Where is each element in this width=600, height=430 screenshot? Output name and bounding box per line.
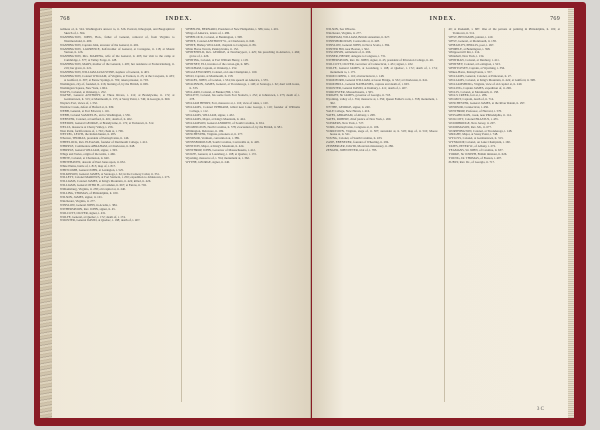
index-entry: WEBSTER, Colonel, at Guilford, ii. 401; death of, ii. 402. [60,116,133,121]
index-entry: WINCHESTER, Virginia, prisoners at, ii. 277. [185,132,244,137]
index-entry: Whigs and Tories, origin of the terms, i. 466. [60,152,116,156]
index-entry: WYTHE, GEORGE, signer, ii. 240. [326,105,371,110]
right-column-1 [326,28,438,402]
index-entry: YOUNG, Colonel, of South Carolina, ii. 433. [326,136,383,141]
index-entry: WETZEL, LEWIS, the Indian hunter, ii. 283. [60,132,117,137]
index-entry: WISSAHICKON, creek, near Philadelphia, ii. 114. [448,112,512,117]
index-entry: WASHINGTON, Mrs. MARTHA, wife of the General, ii. 403; her visit to the camp at Cambridge, i. 577; at Valley Forge, ii. 128. [60,54,175,63]
index-entry: WILLIAMS, Colonel, at King's Mountain, ii. 424; at Guilford, ii. 398. [448,77,536,82]
index-entry: WOLFE, General, at Louisburg, i. 168; at Quebec, i. 172. [185,152,257,156]
index-entry: WICKHAM, Captain, at Oriskany, i. 252. [185,66,238,71]
index-entry: ZENGER, JOHN PETER, trial of, i. 785. [326,148,378,153]
index-entry: YORK, Pennsylvania, Congress at, ii. 106. [326,124,380,129]
index-entry: WHITE, Colonel ANTHONY W., at Charleston, ii. 640. [185,38,255,43]
index-entry: YONKERS, New York, i. 727. [326,120,365,125]
index-entry: WRIGHT, Major, at Stony Point, i. 748. [448,132,499,137]
index-entry: WILLIAMS, Colonel JAMES, at King's Mountain, ii. 424; killed, ii. 426. [60,179,152,184]
index-entry: WHITING, Colonel, at Fort William Henry, i. 118. [185,58,249,63]
index-entry: WOLCOTT, Colonel ERASTUS, i. 435. [448,116,499,121]
index-entry: WINSLOW, General JOHN, in Nova Scotia, i. 384. [326,42,390,47]
left-page [40,8,311,418]
index-entry: WEST, General, at Monmouth, ii. 158. [448,38,497,43]
index-entry: WASHINGTON, MARY, mother of the General, i. 405; her residence at Fredericksburg, ii. 219; her grave, ii. 221. [60,62,175,71]
index-entry: WRIGHT, Sir JAMES, governor of Georgia, ii. 718. [326,93,391,98]
index-entry: WATTS, Colonel, at Oriskany, i. 252. [60,89,107,94]
index-entry: WOLFE, General, at Quebec, i. 172; death of, i. 174. [60,214,126,219]
index-entry: WILKINSON, JAMES, General, at Ticonderoga, i. 148; at Saratoga, i. 62; duel with Gates, ii. 333. [185,81,300,90]
index-entry: WINNSBOROUGH, South Carolina, Cornwallis at, ii. 428. [185,140,260,145]
index-entry: WITHERSPOON, Rev. Dr. JOHN, signer, ii. 45; president of Princeton College, ii. 46. [326,58,434,63]
index-entry: WHITMAN, Colonel, at Danbury, i. 411. [448,58,500,63]
index-entry: WILKINSON, General JAMES, at Saratoga, i. 62; in the Conway Cabal, ii. 331. [60,171,160,176]
index-entry: WAYNE, General ANTHONY, at Three Rivers, i. 212; at Brandywine, ii. 172; at Germantown, ii. 313; at Monmouth, ii. 155; at Stony Point, i. 746; in Georgia, ii. 660. [60,93,175,102]
left-page-number: 768 [60,16,70,22]
index-entry: WHITNEY, ELI, inventor of the cotton-gin, ii. 685. [185,62,250,67]
index-entry: WINTER Hill, near Boston, i. 562. [326,46,370,51]
index-entry: WILLIAMSON, General ANDREW, of South Carolina, ii. 654. [185,120,265,125]
index-entry: WINSTON, Major, at King's Mountain, ii. 424. [185,144,245,149]
index-entry: WILSON, JAMES, signer, ii. 101. [60,194,103,199]
index-entry: WASHINGTON, JOHN, Hon., father of General, removal of, from Virginia to Westmoreland, ii. 400. [60,34,175,43]
index-entry: WASHINGTON, LAWRENCE, half-brother of General, at Cartagena, ii. 118; at Mount Vernon, ii. 126. [60,46,175,55]
index-entry: WYLLYS, Colonel, at Germantown, ii. 313. [448,136,504,141]
index-entry: YOUNG, Dr. THOMAS, of Boston, i. 497. [448,155,502,160]
index-entry: WISCONSIN, settlement of, ii. 296. [326,50,372,55]
signature-mark: 3 C [536,407,544,412]
index-entry: WILLIAMS, WILLIAM, signer, i. 432. [185,112,235,117]
right-running-title: INDEX. [429,16,457,22]
index-entry: WINNSBOROUGH, Cornwallis at, ii. 428. [326,38,380,43]
index-entry: WOODHULL, General NATHANIEL, capture and death of, i. 603. [326,81,410,86]
index-entry: WHITEFIELD, Rev. GEORGE, at Newburyport, i. 425; his preaching in America, i. 466; grave of, i. 426. [185,50,300,59]
index-entry: WOLFE, General JAMES, at Louisburg, i. 168; at Quebec, i. 172; death of, i. 174; monument to, i. 175. [326,66,438,74]
index-entry: Whigs of America, letters of, i. 486. [185,30,231,35]
index-entry: WILKES, JOHN, of London, i. 534; his speech on America, i. 535. [185,77,269,82]
right-page [312,8,574,418]
index-entry: Winchester, Virginia, ii. 277. [326,30,362,35]
index-entry: White Plains, battle of, i. 815; map of, i. 817. [60,163,116,168]
left-column-2 [181,28,301,402]
index-entry: WASHINGTON, WILLIAM AUGUSTINE, nephew of General, ii. 403. [60,69,150,74]
index-entry: WYNKOOP, Colonel, on Lake Champlain, i. 160. [448,140,511,145]
index-entry: WILMOT, Captain, death of, ii. 714. [448,97,494,102]
index-entry: WINTHROP, Professor, of Harvard, i. 570. [448,109,502,114]
index-entry: West Point, fortifications of, i. 702; chain at, i. 706. [60,128,124,133]
index-entry: Wyoming, valley of, i. 354; massacre at, i. 356; Queen Esther's rock, i. 358; monument, i. 362. [326,97,438,106]
index-entry: WILLING, THOMAS, of Philadelphia, ii. 100. [60,191,119,196]
index-entry: Wayne's Fort, views of, i. 332. [60,101,98,106]
index-entry: WILLIAMS, General, Colonel, at Princeton, ii. 27. [448,73,512,78]
index-entry: YATES, ABRAHAM, of Albany, i. 268. [326,112,376,117]
index-entry: WHITTLESEY, Captain, at Wyoming, i. 356. [448,66,505,71]
index-entry: 40; at Peekskill, i. 687. One of the patrons of painting in Philadelphia, ii. 102; at Yorktown, ii. 512. [448,28,560,35]
index-entry: WHEELOCK, Rev. ELEAZAR, founder of Dartmouth College, i. 412. [60,140,148,145]
index-entry: WIGGLESWORTH, Colonel, on Lake Champlain, i. 160. [185,69,258,74]
index-entry: WHITE, Bishop WILLIAM, chaplain to Congress, ii. 86. [185,42,257,47]
index-entry: WHEATLEY, PHILLIS, poet, i. 497. [448,42,495,47]
index-entry: Waxhaw Creek, defeat of Buford at, ii. 639. [60,105,115,110]
index-entry: WINCHESTER, General JAMES, at the River Raisin, ii. 297. [448,101,526,106]
index-entry: WOOD CREEK, i. 116; obstructions in, i. 148. [326,73,385,78]
left-column-1 [60,28,175,402]
index-entry: WILLARD, Colonel, at Bunker Hill, i. 541. [185,89,240,94]
index-entry: WHITE, Colonel, at Charleston, ii. 640. [60,155,110,160]
index-entry: WILLIAMSBURG, Virginia, view of old capitol at, ii. 240. [448,81,523,86]
index-entry: WORCESTER, Massachusetts, i. 505. [326,89,374,94]
index-entry: ZEISBERGER, DAVID, Moravian missionary, ii. 286. [326,144,394,149]
index-entry: WILLIS, Colonel, at Monmouth, ii. 158. [448,89,499,94]
index-entry: YORKE, Sir JOSEPH, British minister, ii. 626. [448,152,508,156]
index-entry: Winchester, Virginia, ii. 277. [60,198,96,203]
index-entry: Wyoming, massacre of, i. 354; monument at, i. 362. [185,155,250,160]
index-entry: WILLS CREEK, fort at, i. 286. [448,93,488,98]
index-entry: WINDHAM, WILLIAM, British statesman, ii. 627. [326,34,391,39]
index-entry: ZANE, EBENEZER, founder of Wheeling, ii. 284. [326,140,390,145]
index-entry: WHITNEY, Colonel, at Lexington, i. 523. [448,62,501,67]
index-entry: WHIPPLE, at Bennington, i. 398. [448,46,491,51]
index-entry: WHEELOCK, Colonel, at Bennington, i. 398. [185,34,243,39]
index-entry: rediness of, ii. 524. Washington's answer to, ii. 526. Portrait, lithograph, and Biographical Sketch of, i. 364. [60,28,175,35]
index-entry: WILLETT, Colonel, his sortie from Fort Stanwix, i. 252; at Johnstown, i. 273; death of, i. 278. [185,93,300,102]
index-entry: WHIPPLE, Commodore ABRAHAM, at Charleston, ii. 648. [60,144,136,149]
index-entry: YEAMANS, Sir JOHN, of Carolina, ii. 637. [448,148,504,153]
index-entry: Whitehall, New York, i. 134. [448,54,485,59]
index-entry: WINSLOW, General JOHN, in Acadia, i. 384. [60,202,118,207]
index-entry: WILLIAM HENRY, Fort, massacre at, i. 116; view of ruins, i. 120. [185,101,269,106]
right-page-number: 769 [550,16,560,22]
index-entry: WILLIAMS, Major, at King's Mountain, ii. 424. [185,116,246,121]
index-entry: WILLETT, Colonel MARINUS, at Fort Stanwix, i. 250; expedition to Johnstown, i. 273. [60,175,171,180]
index-entry: WOODFORD, General WILLIAM, at Great Bridge, ii. 532; at Charleston, ii. 641. [326,77,429,82]
marbled-page-edge [40,8,52,418]
index-entry: WHIPPLE, General WILLIAM, signer, i. 393. [60,148,118,153]
right-page-columns [326,28,560,402]
index-entry: WILSON, See Wilsons. [326,28,356,31]
index-entry: YORKTOWN, Virginia, siege of, ii. 507; surrender at, ii. 518; map of, ii. 510; Moore house at, ii. 521. [326,128,438,137]
index-entry: WISNER, HENRY, delegate to Congress, i. 731. [326,54,387,59]
index-entry: YATES, PETER W., of Albany, i. 272. [448,144,496,149]
index-entry: WASHINGTON, Colonel WILLIAM, of Virginia, at Trenton, ii. 25; at the Cowpens, ii. 433; at Guilford, ii. 397; at Eutaw Springs, ii. 702; taken prisoner, ii. 703. [60,73,175,82]
index-entry: Whippoorwill Inn, i. 214. [448,50,481,55]
index-entry: WOODMASON, Rev. Mr., ii. 677. [448,124,492,129]
index-entry: WOODBRIDGE, New Jersey, ii. 207. [448,120,496,125]
index-entry: WOOSTER, General DAVID, at Danbury, i. 411; death of, i. 407. [326,85,408,90]
index-entry: WEEDON, General GEORGE, at Brandywine, ii. 172; at Yorktown, ii. 512. [60,120,155,125]
index-entry: WELLS, massacre at Cherry Valley, i. 256. [60,124,114,129]
index-entry: WILD, Captain, at Monmouth, ii. 158. [185,73,234,78]
index-entry: ZUBLY, Rev. Dr., of Georgia, ii. 717. [448,159,495,164]
index-entry: Washington Square, New York, i. 604. [60,85,108,90]
index-entry: White Horse Tavern, Pennsylvania, ii. 152. [185,46,239,51]
index-entry: WINDSOR, Vermont, convention at, i. 389. [185,136,240,141]
index-entry: Wharton, THOMAS, president of Pennsylvania, ii. 146. [60,136,130,141]
index-entry: YATES, ROBERT, chief justice of New York, i. 269. [326,116,392,121]
left-page-columns [60,28,300,402]
index-entry: WILLIAMS, General OTHO H., at Camden, ii. 667; at Eutaw, ii. 702. [60,183,147,188]
index-entry: WOOSTER, General DAVID, at Quebec, i. 198; death of, i. 407. [60,218,141,223]
index-entry: WILMINGTON, North Carolina, ii. 578; evacuation of, by the British, ii. 581. [185,124,283,129]
index-entry: WILLIAMS, Colonel EPHRAIM, killed near Lake George, i. 110; founder of Williams College, i. 112. [185,105,300,114]
right-page-edge [568,8,574,418]
index-entry: WORTHINGTON, Colonel, at Ticonderoga, i. 148. [448,128,513,133]
index-entry: Wilkes-Barre, Pennsylvania, i. 357. [448,69,493,74]
index-entry: WOLCOTT, OLIVER, Governor of Connecticut, i. 431; signer, i. 432. [326,62,414,67]
index-entry: Williamsburg, Virginia, ii. 238; old capitol at, ii. 240. [60,187,126,192]
index-entry: WINTHROP, JOHN, Governor of Massachusetts, i. 412. [185,148,256,153]
index-entry: Washington, city of, founded, ii. 216; burning of, by the British, ii. 609. [60,81,149,86]
right-column-2 [444,28,561,402]
index-entry: WEBB, General, at Fort Edward, i. 116. [60,109,110,114]
index-entry: WILLING, Captain JAMES, expedition of, ii. 296. [448,85,512,90]
index-entry: YALE College, New Haven, i. 416. [326,109,370,114]
index-entry: WEST, BENJAMIN, painter, i. 419. [448,34,494,39]
index-entry: WYTHE, GEORGE, signer, ii. 240. [185,159,230,164]
index-entry: WEBB, Colonel SAMUEL B., aid to Washington, i. 536. [60,112,131,117]
index-entry: WASHINGTON, Captain John, ancestor of the General, ii. 402. [60,42,139,47]
index-entry: WINDSOR, Connecticut, i. 436. [448,105,489,110]
index-entry: WHITCOMB, General JOHN, at Lexington, i. 525. [60,167,124,172]
index-entry: Wilmington, Delaware, ii. 169. [185,128,224,133]
index-entry: WITHERSPOON, Rev. JOHN, signer, ii. 45. [60,206,116,211]
index-entry: WOLCOTT, OLIVER, signer, i. 431. [60,210,107,215]
index-entry: WHEELER, BERNARD, President of New Hampshire, i. 386; note, i. 401. [185,28,279,31]
index-entry: WHITEHAVEN, descent of Paul Jones upon, ii. 632. [60,159,126,164]
left-running-title: INDEX. [165,16,193,22]
